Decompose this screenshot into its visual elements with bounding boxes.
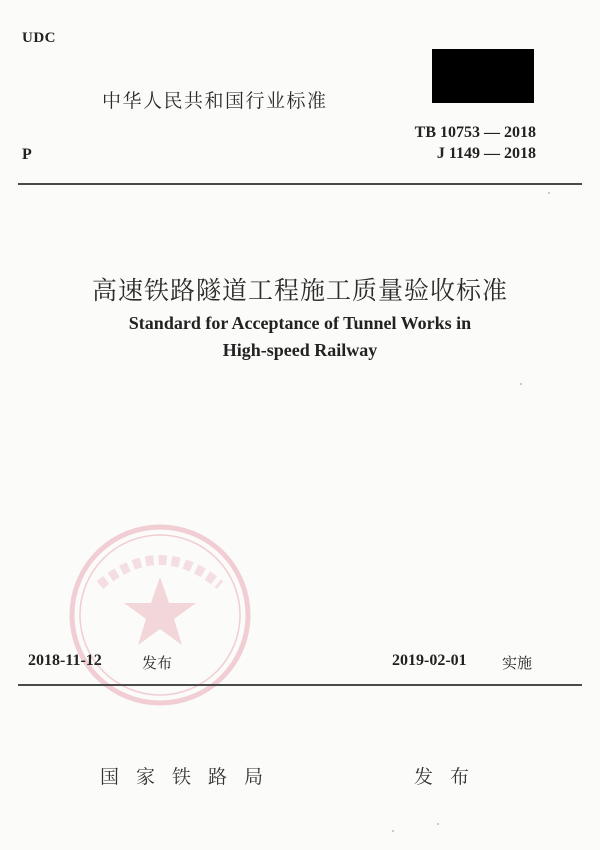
standard-code-tb: TB 10753 — 2018 [414, 124, 536, 141]
classification-letter: P [22, 146, 32, 163]
bottom-divider [18, 684, 582, 686]
publisher-name: 国家铁路局 [100, 766, 281, 788]
title-chinese: 高速铁路隧道工程施工质量验收标准 [91, 276, 508, 305]
industry-standard-heading: 中华人民共和国行业标准 [102, 90, 328, 112]
scan-speck [437, 823, 439, 825]
scan-speck [520, 383, 522, 385]
udc-label: UDC [22, 30, 56, 46]
standard-code-j: J 1149 — 2018 [436, 145, 536, 162]
title-english-line2: High-speed Railway [222, 340, 378, 360]
scan-speck [548, 192, 550, 194]
implementation-label: 实施 [502, 654, 533, 672]
redaction-block [432, 49, 534, 103]
issue-date: 2018-11-12 [28, 652, 102, 669]
title-english-line1: Standard for Acceptance of Tunnel Works in [128, 313, 472, 333]
issue-label: 发布 [142, 654, 173, 672]
implementation-date: 2019-02-01 [392, 652, 467, 669]
top-divider [18, 183, 582, 185]
publish-label: 发布 [414, 766, 487, 788]
scan-speck [392, 830, 394, 832]
